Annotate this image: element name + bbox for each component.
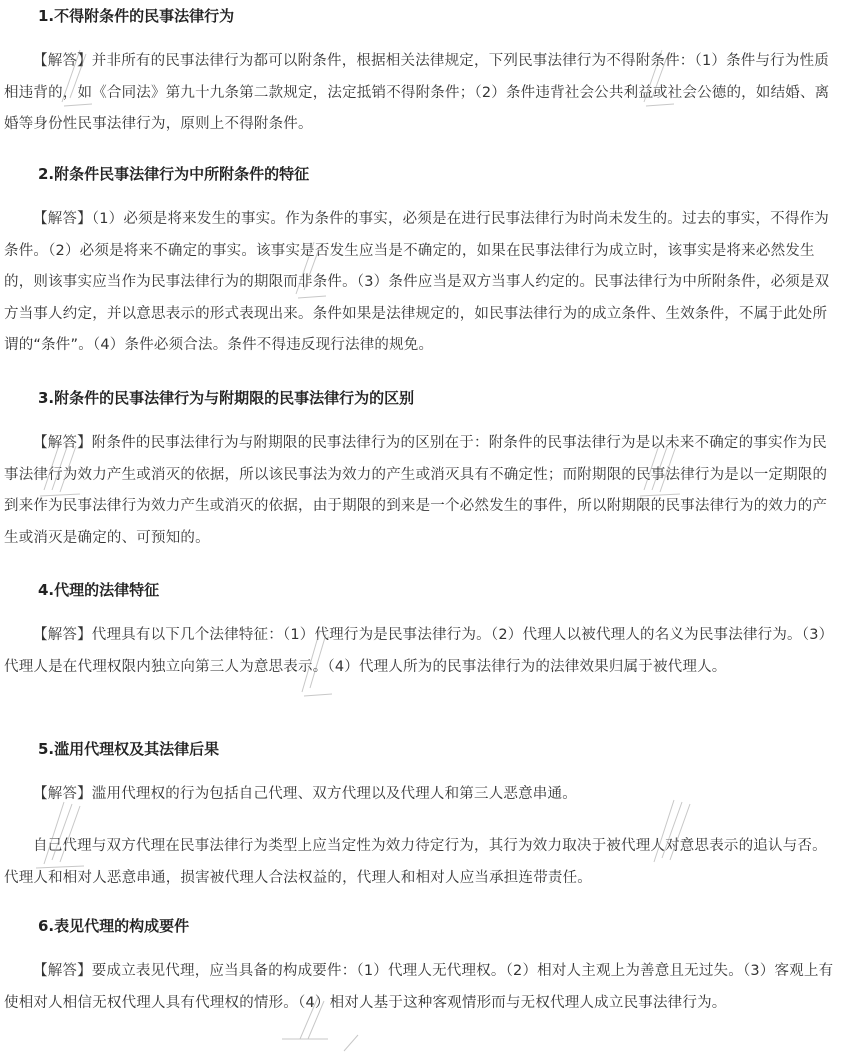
section-title: 2.附条件民事法律行为中所附条件的特征 [38, 165, 310, 183]
section-title: 6.表见代理的构成要件 [38, 917, 190, 935]
section-title: 1.不得附条件的民事法律行为 [38, 7, 235, 25]
section-title: 4.代理的法律特征 [38, 581, 160, 599]
section-title: 3.附条件的民事法律行为与附期限的民事法律行为的区别 [38, 389, 415, 407]
body-paragraph: 自己代理与双方代理在民事法律行为类型上应当定性为效力待定行为，其行为效力取决于被代理人对意思表示的追认与否。代理人和相对人恶意串通，损害被代理人合法权益的，代理人和相对人应当承担连带责任。 [4, 838, 827, 886]
answer-paragraph: 【解答】代理具有以下几个法律特征：（1）代理行为是民事法律行为。（2）代理人以被代理人的名义为民事法律行为。（3）代理人是在代理权限内独立向第三人为意思表示。（4）代理人所为的民事法律行为的法律效果归属于被代理人。 [4, 627, 834, 675]
answer-paragraph: 【解答】并非所有的民事法律行为都可以附条件，根据相关法律规定，下列民事法律行为不得附条件：（1）条件与行为性质相违背的，如《合同法》第九十九条第二款规定，法定抵销不得附条件；（2）条件违背社会公共利益或社会公德的，如结婚、离婚等身份性民事法律行为，原则上不得附条件。 [4, 53, 830, 132]
answer-paragraph: 【解答】要成立表见代理，应当具备的构成要件：（1）代理人无代理权。（2）相对人主观上为善意且无过失。（3）客观上有使相对人相信无权代理人具有代理权的情形。（4）相对人基于这种客观情形而与无权代理人成立民事法律行为。 [4, 963, 834, 1011]
section-title: 5.滥用代理权及其法律后果 [38, 740, 220, 758]
answer-paragraph: 【解答】滥用代理权的行为包括自己代理、双方代理以及代理人和第三人恶意串通。 [33, 786, 577, 802]
answer-paragraph: 【解答】附条件的民事法律行为与附期限的民事法律行为的区别在于：附条件的民事法律行为是以未来不确定的事实作为民事法律行为效力产生或消灭的依据，所以该民事法为效力的产生或消灭具有不确定性；而附期限的民事法律行为是以一定期限的到来作为民事法律行为效力产生或消灭的依据，由于期限的到来是一个必然发生的事件，所以附期限的民事法律行为的效力的产生或消灭是确定的、可预知的。 [4, 435, 828, 546]
answer-paragraph: 【解答】（1）必须是将来发生的事实。作为条件的事实，必须是在进行民事法律行为时尚未发生的。过去的事实，不得作为条件。（2）必须是将来不确定的事实。该事实是否发生应当是不确定的，如果在民事法律行为成立时，该事实是将来必然发生的，则该事实应当作为民事法律行为的期限而非条件。（3）条件应当是双方当事人约定的。民事法律行为中所附条件，必须是双方当事人约定，并以意思表示的形式表现出来。条件如果是法律规定的，如民事法律行为的成立条件、生效条件，不属于此处所谓的“条件”。（4）条件必须合法。条件不得违反现行法律的规免。 [4, 211, 830, 353]
